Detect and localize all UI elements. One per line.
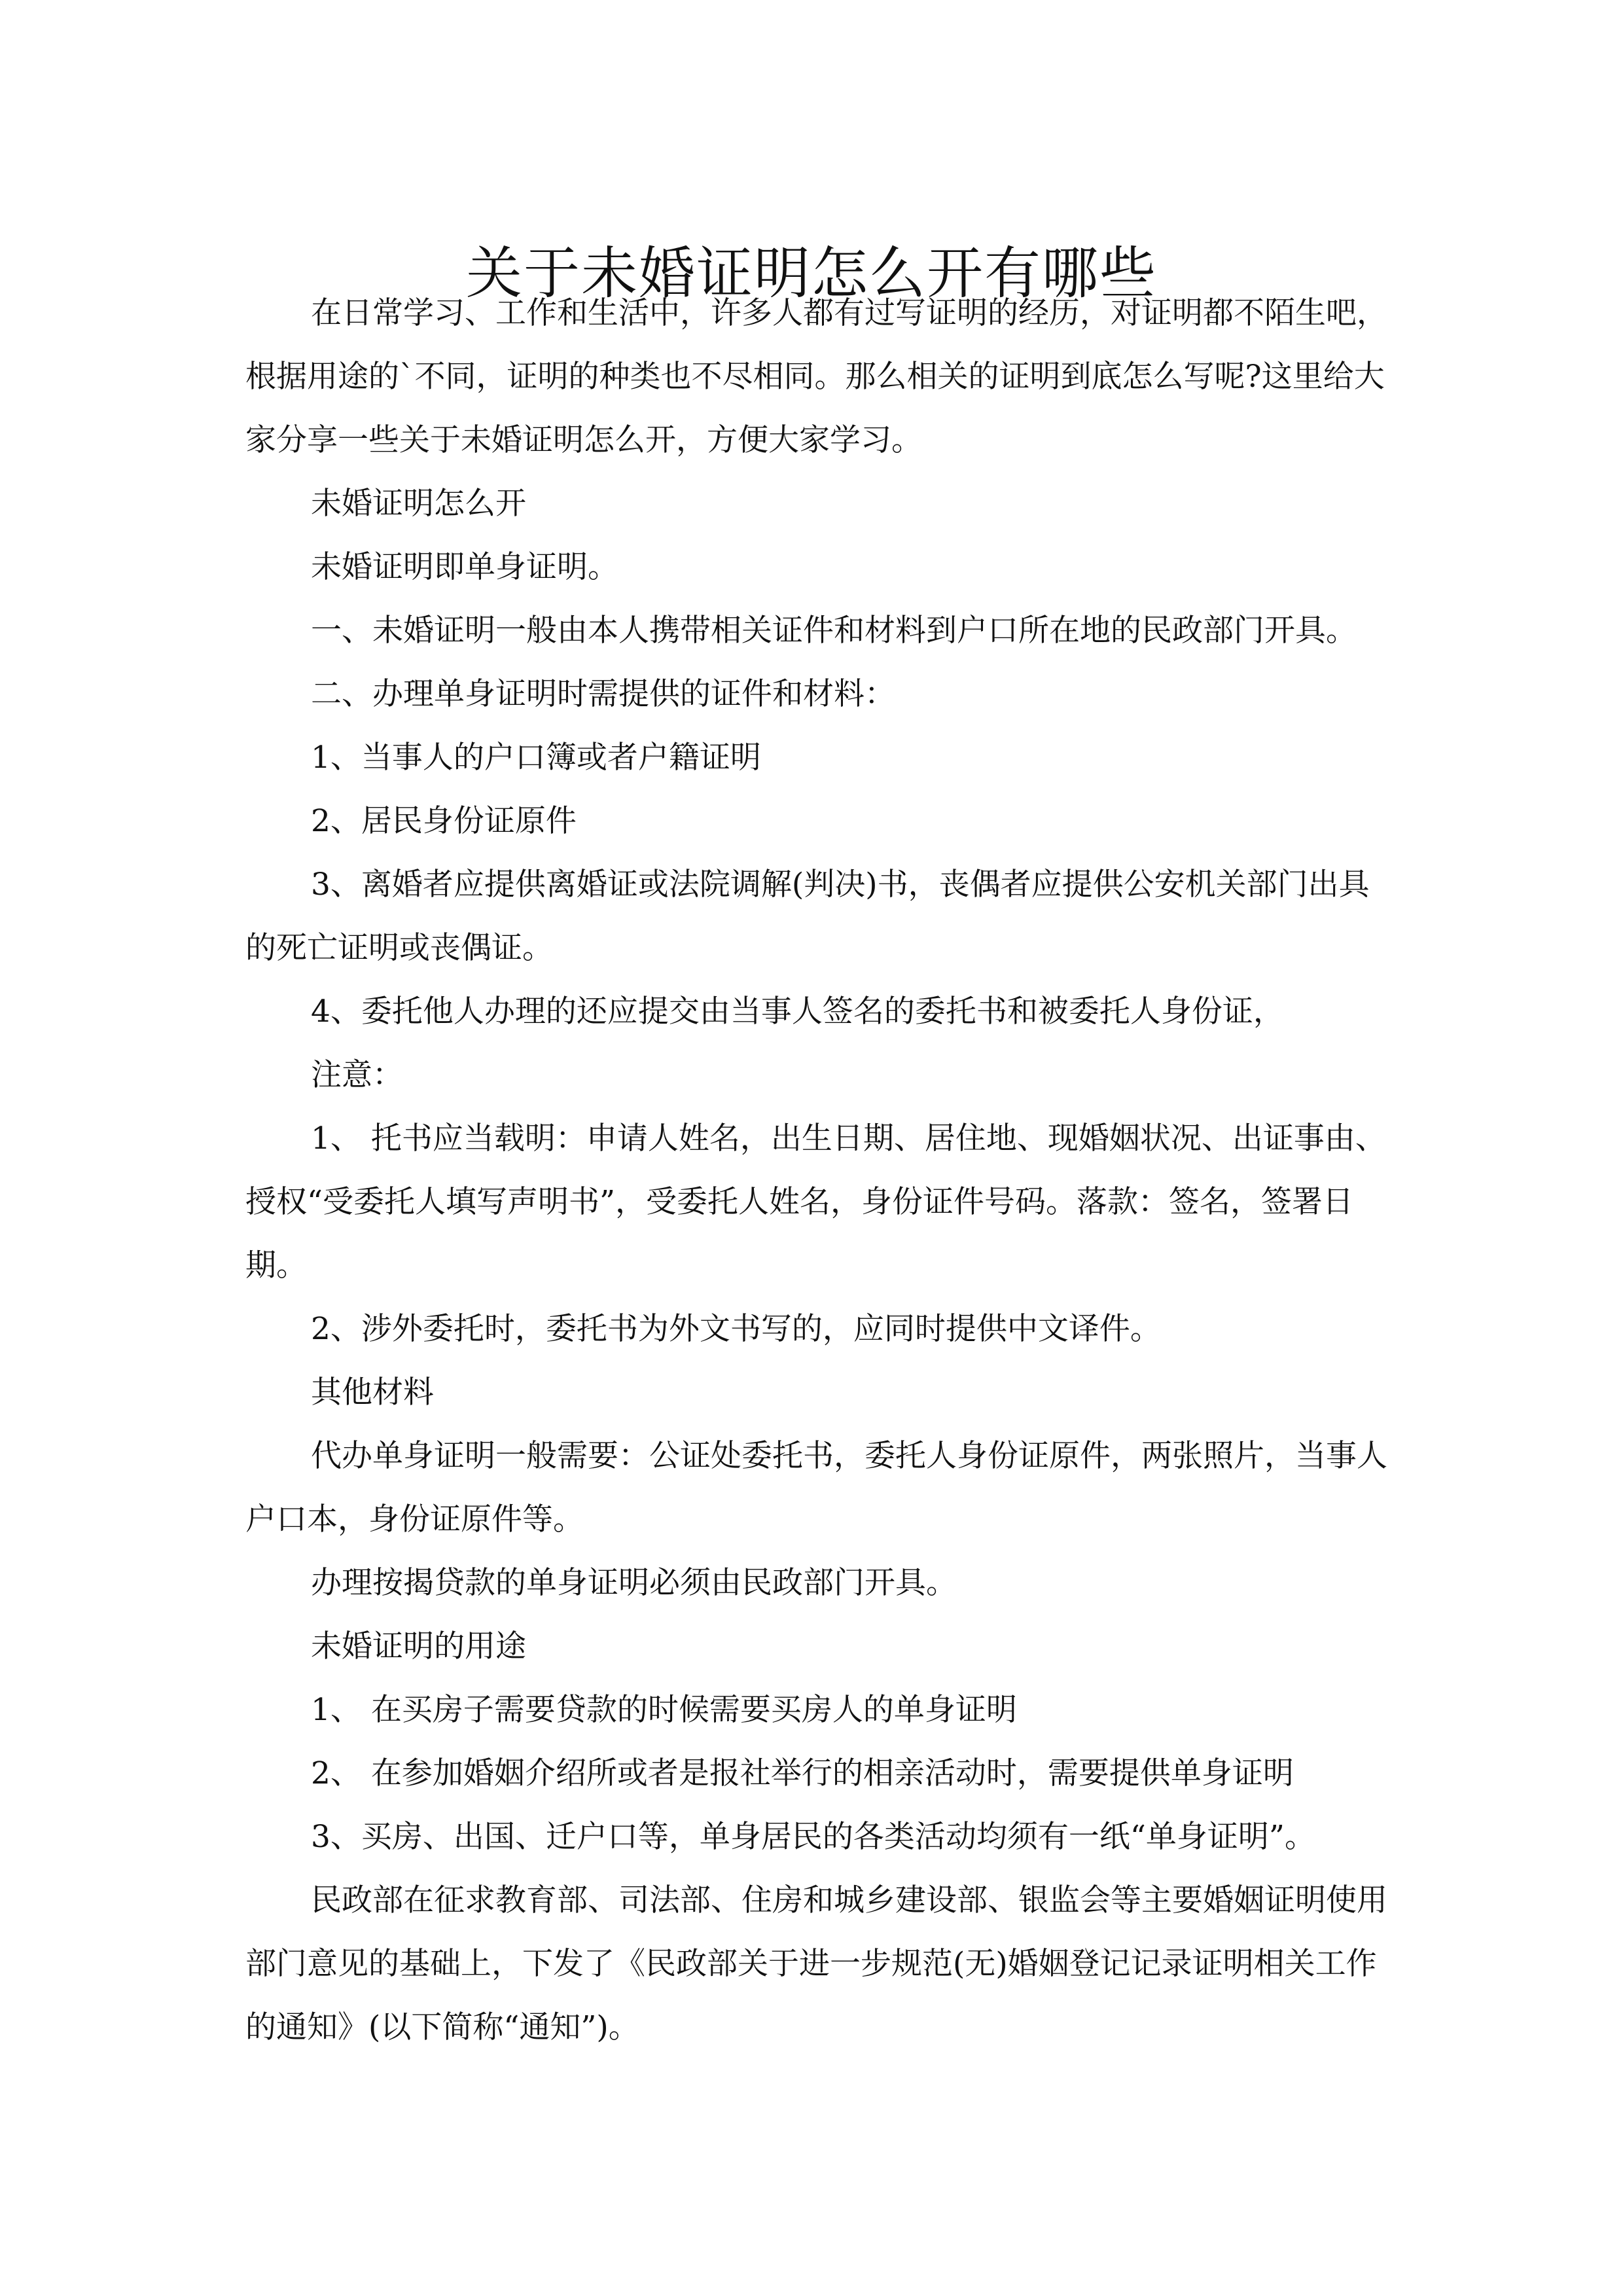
required-document-divorce-or-death: 3、离婚者应提供离婚证或法院调解(判决)书，丧偶者应提供公安机关部门出具的死亡证明或丧偶证。 — [245, 867, 1370, 966]
notes-heading: 注意： — [311, 1057, 403, 1093]
page-title: 关于未婚证明怎么开有哪些 — [466, 240, 1157, 306]
use-general-activities: 3、买房、出国、迁户口等，单身居民的各类活动均须有一纸“单身证明”。 — [311, 1819, 1315, 1855]
list-item-required-documents: 二、办理单身证明时需提供的证件和材料： — [311, 676, 895, 712]
required-document-household-register: 1、当事人的户口簿或者户籍证明 — [311, 740, 761, 776]
list-item-issuing-department: 一、未婚证明一般由本人携带相关证件和材料到户口所在地的民政部门开具。 — [311, 613, 1357, 649]
other-materials-mortgage: 办理按揭贷款的单身证明必须由民政部门开具。 — [311, 1565, 957, 1601]
ministry-notice-paragraph: 民政部在征求教育部、司法部、住房和城乡建设部、银监会等主要婚姻证明使用部门意见的基础上，下发了《民政部关于进一步规范(无)婚姻登记记录证明相关工作的通知》(以下简称“通知”)。 — [245, 1882, 1387, 2045]
definition-paragraph: 未婚证明即单身证明。 — [311, 549, 618, 585]
document-body — [245, 281, 1394, 2059]
required-document-id-card: 2、居民身份证原件 — [311, 803, 577, 839]
note-authorization-content: 1、 托书应当载明：申请人姓名，出生日期、居住地、现婚姻状况、出证事由、授权“受委托人填写声明书”，受委托人姓名，身份证件号码。落款：签名，签署日期。 — [245, 1121, 1386, 1283]
section-heading-how-to-obtain: 未婚证明怎么开 — [311, 486, 526, 522]
section-heading-other-materials: 其他材料 — [311, 1374, 434, 1410]
other-materials-proxy: 代办单身证明一般需要：公证处委托书，委托人身份证原件，两张照片，当事人户口本，身份证原件等。 — [245, 1438, 1387, 1537]
required-document-authorization: 4、委托他人办理的还应提交由当事人签名的委托书和被委托人身份证， — [311, 994, 1284, 1030]
section-heading-uses: 未婚证明的用途 — [311, 1628, 526, 1664]
use-matchmaking: 2、 在参加婚姻介绍所或者是报社举行的相亲活动时，需要提供单身证明 — [311, 1755, 1294, 1791]
use-home-loan: 1、 在买房子需要贷款的时候需要买房人的单身证明 — [311, 1692, 1017, 1728]
note-foreign-authorization: 2、涉外委托时，委托书为外文书写的，应同时提供中文译件。 — [311, 1311, 1161, 1347]
intro-paragraph: 在日常学习、工作和生活中，许多人都有过写证明的经历，对证明都不陌生吧，根据用途的`不同，证明的种类也不尽相同。那么相关的证明到底怎么写呢?这里给大家分享一些关于未婚证明怎么开，方便大家学习。 — [245, 295, 1387, 458]
